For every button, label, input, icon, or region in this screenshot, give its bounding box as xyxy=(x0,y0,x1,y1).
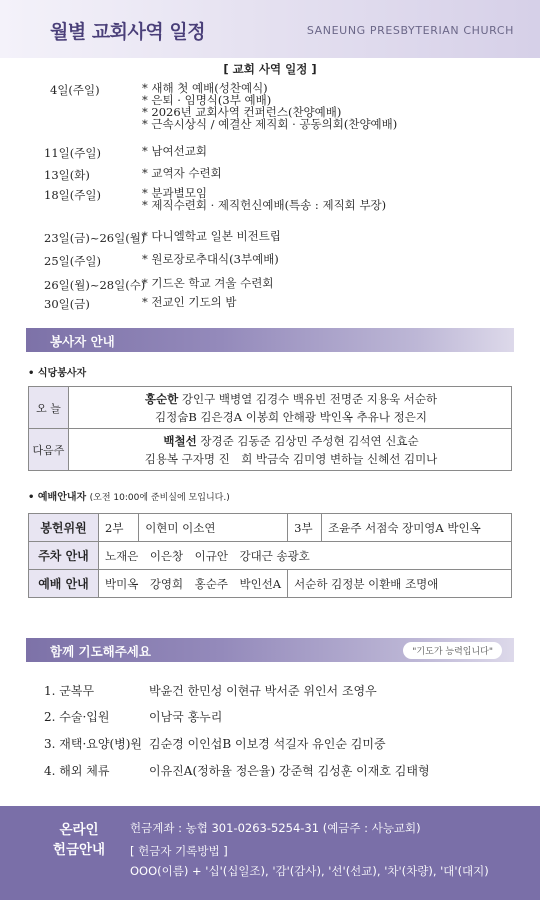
schedule-date: 26일(월)~28일(수) xyxy=(44,278,146,292)
volunteer-section-title: 봉사자 안내 xyxy=(50,334,115,349)
usher-row-label: 봉헌위원 xyxy=(29,514,99,542)
schedule-item: * 다니엘학교 일본 비전트립 xyxy=(142,229,281,243)
table-row xyxy=(29,542,512,570)
schedule-items xyxy=(142,253,279,265)
usher-names: 박미옥 강영희 홍순주 박인선A xyxy=(99,570,288,598)
schedule-item: * 분과별모임 xyxy=(142,186,207,200)
prayer-names: 이유진A(정하율 정은율) 강준혁 김성훈 이재호 김태형 xyxy=(149,764,430,778)
usher-names: 서순하 김정분 이환배 조명애 xyxy=(288,570,512,598)
schedule-item: * 2026년 교회사역 컨퍼런스(찬양예배) xyxy=(142,105,342,119)
meal-row-names xyxy=(69,429,512,471)
prayer-names: 박윤건 한민성 이현규 박서준 위인서 조영우 xyxy=(149,684,377,698)
meal-volunteer-table xyxy=(28,386,512,471)
usher-note: (오전 10:00에 준비실에 모입니다.) xyxy=(89,493,230,503)
prayer-category: 3. 재택·요양(병)원 xyxy=(44,737,142,751)
schedule-date: 18일(주일) xyxy=(44,188,101,202)
schedule-items xyxy=(142,167,222,179)
schedule-date: 11일(주일) xyxy=(44,146,101,160)
schedule-item: * 새해 첫 예배(성찬예식) xyxy=(142,81,268,95)
usher-names: 조윤주 서점숙 장미영A 박인옥 xyxy=(322,514,512,542)
online-offering-footer xyxy=(0,806,540,900)
schedule-date: 4일(주일) xyxy=(50,83,100,97)
prayer-names: 김순경 이인섭B 이보경 석길자 유인순 김미중 xyxy=(149,737,386,751)
usher-label: • 예배안내자 xyxy=(28,492,87,503)
prayer-category: 1. 군복무 xyxy=(44,684,95,698)
usher-row-label: 주차 안내 xyxy=(29,542,99,570)
footer-title xyxy=(47,820,111,860)
prayer-section-title: 함께 기도해주세요 xyxy=(50,644,151,659)
schedule-date: 13일(화) xyxy=(44,168,90,182)
meal-leader: 홍순한 xyxy=(144,391,179,406)
meal-row-label: 다음주 xyxy=(29,429,69,471)
schedule-item: * 은퇴 · 임명식(3부 예배) xyxy=(142,93,272,107)
schedule-items xyxy=(142,230,281,242)
table-row xyxy=(29,514,512,542)
prayer-category: 2. 수술·입원 xyxy=(44,710,110,724)
usher-part: 3부 xyxy=(288,514,322,542)
meal-names: 강인구 백병열 김경수 백유빈 전명준 지용욱 서순하 xyxy=(181,391,438,406)
schedule-items xyxy=(142,187,386,211)
meal-names-line xyxy=(77,390,505,408)
meal-names-line xyxy=(77,432,505,450)
prayer-names: 이남국 홍누리 xyxy=(149,710,223,724)
prayer-section-bar xyxy=(26,638,514,662)
table-row xyxy=(29,387,512,429)
volunteer-section-bar xyxy=(26,328,514,352)
schedule-date: 30일(금) xyxy=(44,297,90,311)
schedule-items xyxy=(142,296,236,308)
meal-leader: 백철선 xyxy=(163,433,197,448)
meal-row-names xyxy=(69,387,512,429)
schedule-date: 23일(금)~26일(월) xyxy=(44,231,146,245)
page-title: 월별 교회사역 일정 xyxy=(50,21,206,43)
schedule-item: * 교역자 수련회 xyxy=(142,166,222,180)
meal-names: 장경준 김동준 김상민 주성현 김석연 신효순 xyxy=(200,433,419,448)
usher-names: 노재은 이은창 이규안 강대근 송광호 xyxy=(99,542,512,570)
usher-part: 2부 xyxy=(99,514,139,542)
prayer-category: 4. 해외 체류 xyxy=(44,764,110,778)
schedule-heading: [ 교회 사역 일정 ] xyxy=(223,62,317,76)
offering-method: OOO(이름) + '십'(십일조), '감'(감사), '선'(선교), '차'(차량), '대'(대지) xyxy=(130,864,489,878)
offering-account: 헌금계좌 : 농협 301-0263-5254-31 (예금주 : 사능교회) xyxy=(130,821,421,835)
offering-method-heading: [ 헌금자 기록방법 ] xyxy=(130,844,228,858)
usher-label-line xyxy=(28,488,230,503)
schedule-items xyxy=(142,277,273,289)
meal-names-line: 김정숩B 김은경A 이봉희 안해광 박인옥 추유나 정은지 xyxy=(155,409,427,424)
meal-row-label: 오 늘 xyxy=(29,387,69,429)
schedule-items xyxy=(142,145,207,157)
footer-title-line: 온라인 xyxy=(59,822,99,838)
schedule-item: * 기드온 학교 겨울 수련회 xyxy=(142,276,274,290)
schedule-item: * 제직수련회 · 제직헌신예배(특송 : 제직회 부장) xyxy=(142,198,387,212)
meal-volunteer-label: • 식당봉사자 xyxy=(28,368,87,379)
church-name: SANEUNG PRESBYTERIAN CHURCH xyxy=(306,24,514,37)
prayer-note: "기도가 능력입니다" xyxy=(403,642,502,659)
footer-title-line: 헌금안내 xyxy=(52,842,106,858)
schedule-item: * 전교인 기도의 밤 xyxy=(142,295,237,309)
usher-names: 이현미 이소연 xyxy=(139,514,288,542)
schedule-items xyxy=(142,82,397,130)
meal-names-line: 김용복 구자명 진 희 박금숙 김미영 변하늘 신혜선 김미나 xyxy=(144,451,438,466)
usher-table xyxy=(28,513,512,598)
schedule-item: * 근속시상식 / 예결산 제직회 · 공동의회(찬양예배) xyxy=(142,117,398,131)
schedule-item: * 원로장로추대식(3부예배) xyxy=(142,252,279,266)
usher-row-label: 예배 안내 xyxy=(29,570,99,598)
schedule-item: * 남여선교회 xyxy=(142,144,207,158)
table-row xyxy=(29,570,512,598)
table-row xyxy=(29,429,512,471)
schedule-date: 25일(주일) xyxy=(44,254,101,268)
